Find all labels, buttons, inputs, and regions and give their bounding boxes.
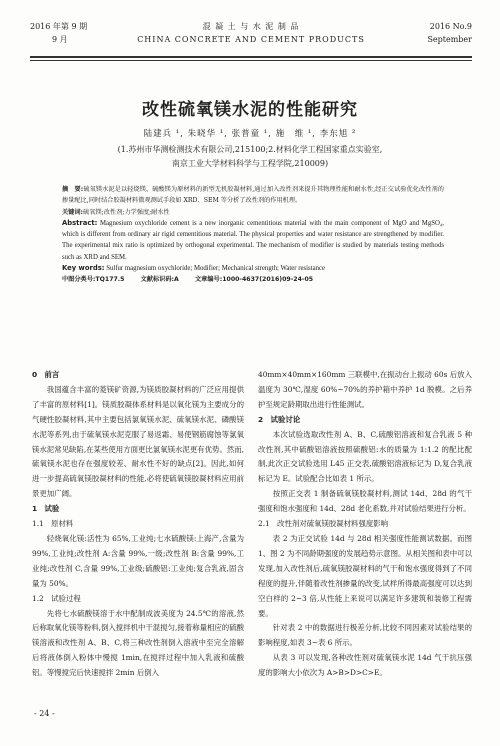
abstract-cn-label: 摘 要:	[62, 186, 84, 193]
body-column-right	[258, 368, 472, 681]
abstract-block	[62, 184, 444, 286]
issue-cn: 2016 年第 9 期	[30, 22, 88, 31]
header-right	[427, 20, 472, 46]
body-paragraph: 表 2 为正交试验 14d 与 28d 相关强度性能测试数据。而图 1、图 2 为不同龄期强度的发展趋势示意图。从相关图和表中可以发现,加入改性剂后,硫氧镁胶凝材料的气干和饱水强度得到了不同程度的提升,伴随着改性剂掺量的改变,试样所得最高强度可以达到空白样的 2~3 倍,从性能上来说可以满足许多建筑和装修工程需要。	[258, 533, 472, 618]
running-header	[30, 20, 472, 58]
keywords-en-text: Sulfur magnesium oxychloride; Modifier; Mechanical strength; Water resistance	[106, 265, 326, 273]
body-paragraph: 按照正交表 1 制备硫氧镁胶凝材料,测试 14d、28d 的气干强度和饱水强度和 14d、28d 老化系数,并对试验结果进行分析。	[258, 489, 472, 514]
paper-title: 改性硫氧镁水泥的性能研究	[142, 100, 358, 120]
abstract-en-label: Abstract:	[62, 218, 98, 227]
header-center	[30, 20, 472, 46]
journal-name-cn: 混 凝 土 与 水 泥 制 品	[202, 22, 300, 31]
affiliation-line: (1.苏州市华测检测技术有限公司,215100;2.材料化学工程国家重点实验室,	[117, 145, 383, 154]
document-code: 文献标识码:A	[140, 276, 179, 284]
body-paragraph: 针对表 2 中的数据进行极差分析,比较不同因素对试验结果的影响程度,如表 3~表 6 所示。	[258, 623, 472, 648]
keywords-en-label: Key words:	[62, 264, 105, 273]
body-paragraph: 1.1 原材料	[32, 519, 74, 529]
abstract-en-text: Magnesium oxychloride cement is a new inorganic cementitious material with the main component of MgO and MgSO₄, which is different from ordinary air rigid cementitious material. The physical properties and water resistance are strengthened by modifier. The experimental mix ratio is optimized by orthogonal experimental. The mechanism of modifier is studied by materials testing methods such as XRD and SEM.	[62, 219, 444, 261]
article-number: 文章编号:1000-4637(2016)09-24-05	[194, 276, 314, 284]
keywords-cn	[62, 207, 444, 218]
body-paragraph: 40mm×40mm×160mm 三联模中,在振动台上振动 60s 后放入温度为 30℃,湿度 60%~70%的养护箱中养护 1d 脱模。之后养护至规定龄期取出进行性能测试。	[258, 370, 472, 409]
affiliation-line: 南京工业大学材料科学与工程学院,210009)	[171, 159, 329, 168]
page-number: - 24 -	[34, 709, 55, 718]
header-rule-thin	[30, 60, 472, 61]
body-paragraph: 轻烧氧化镁:活性为 65%,工业纯;七水硫酸镁:上海产,含量为 99%,工业纯;改性剂 A:含量 99%,一级;改性剂 B:含量 99%,工业纯;改性剂 C,含量 99%,工业级;硫酸铝:工业纯;复合乳液,固含量为 50%。	[32, 533, 244, 588]
month-en: September	[427, 35, 472, 44]
journal-name-en: CHINA CONCRETE AND CEMENT PRODUCTS	[137, 35, 365, 44]
month-cn: 9 月	[52, 35, 68, 44]
body-paragraph: 我国蕴含丰富的菱镁矿资源,为镁质胶凝材料的广泛应用提供了丰富的原材料[1]。镁质胶凝体系材料是以氧化镁为主要成分的气硬性胶凝材料,其中主要包括氯氧镁水泥、硫氧镁水泥、磷酸镁水泥等系列,由于硫氧镁水泥克服了易返霜、易使钢筋腐蚀等氯氧镁水泥常见缺陷,在某些使用方面更比氯氧镁水泥更有优势。然而,硫氧镁水泥也存在强度较差、耐水性不好的缺点[2]。因此,如何进一步提高硫氧镁胶凝材料的性能,必将使硫氧镁胶凝材料应用前景更加广阔。	[32, 384, 244, 499]
keywords-cn-text: 硫氧镁;改性剂;力学强度;耐水性	[83, 208, 170, 216]
clc-number: 中图分类号:TQ177.5	[62, 276, 125, 284]
keywords-en	[62, 263, 444, 274]
section-heading: 2 试验讨论	[258, 414, 301, 424]
header-rule-thick	[30, 56, 472, 58]
keywords-cn-label: 关键词:	[62, 208, 84, 216]
body-paragraph: 2.1 改性剂对硫氧镁胶凝材料强度影响	[258, 519, 389, 529]
issue-en: 2016 No.9	[429, 22, 472, 31]
abstract-cn	[62, 184, 444, 207]
section-heading: 1 试验	[32, 504, 60, 514]
classification-ids	[62, 274, 444, 285]
section-heading: 0 前言	[32, 370, 60, 379]
body-paragraph: 1.2 试验过程	[32, 593, 81, 603]
body-paragraph: 从表 3 可以发现,各种改性剂对硫氧镁水泥 14d 气干抗压强度的影响大小依次为 A>B>D>C>E。	[258, 653, 472, 678]
abstract-en	[62, 218, 444, 263]
affiliations	[60, 143, 440, 171]
body-column-left	[32, 368, 244, 681]
body-paragraph: 本次试验选取改性剂 A、B、C,硫酸铝溶液和复合乳液 5 种改性剂,其中硫酸铝溶液按照硫酸铝:水的质量为 1:1.2 的配比配制,此次正交试验选用 L45 正交表,硫酸铝溶液标记为 D,复合乳液标记为 E。试验配合比如表 1 所示。	[258, 429, 472, 484]
author-list: 陆建兵 ¹, 朱晓华 ¹, 张普童 ¹, 施 维 ¹, 李东旭 ²	[143, 129, 357, 139]
abstract-cn-text: 硫氧镁水泥是以轻烧镁、硫酸镁为原材料的新型无机胶凝材料,通过加入改性剂来提升其物理性能和耐水性,经正交试验优化改性剂的掺量配比,同时结合胶凝材料微观测试手段如 XRD、SEM 等分析了改性剂的作用机理。	[62, 186, 444, 205]
body-paragraph: 先将七水硫酸镁溶于水中配制成波美度为 24.5℃的溶液,然后称取氧化镁等粉料,倒入搅拌机中干混搅匀,接着称量相应的硫酸镁溶液和改性剂 A、B、C,将三种改性剂倒入溶液中至完全溶解后将液体倒入粉体中慢搅 1min,在搅拌过程中加入乳液和硫酸铝。等慢搅完后快速搅拌 2min 后倒入	[32, 608, 244, 678]
